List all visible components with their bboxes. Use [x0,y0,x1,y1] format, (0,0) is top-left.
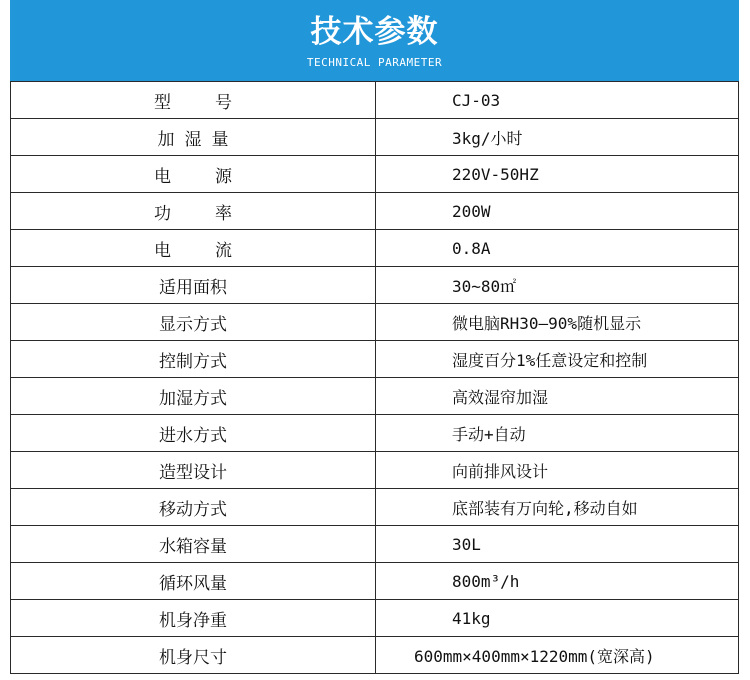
row-label: 移动方式 [11,489,376,526]
row-label: 循环风量 [11,563,376,600]
table-row [11,267,739,304]
page-title: 技术参数 [310,14,439,50]
row-label: 造型设计 [11,452,376,489]
table-row [11,378,739,415]
table-row [11,341,739,378]
row-value: 3kg/小时 [376,119,739,156]
row-value: 底部装有万向轮,移动自如 [376,489,739,526]
row-label: 电流 [11,230,376,267]
row-value: 800m³/h [376,563,739,600]
table-row [11,156,739,193]
row-label: 机身尺寸 [11,637,376,674]
table-row [11,563,739,600]
row-value: 0.8A [376,230,739,267]
row-label: 适用面积 [11,267,376,304]
row-value: 30~80㎡ [376,267,739,304]
table-row [11,637,739,674]
parameter-table [10,81,739,674]
table-row [11,230,739,267]
table-row [11,119,739,156]
table-row [11,600,739,637]
table-row [11,452,739,489]
row-label: 机身净重 [11,600,376,637]
row-label: 水箱容量 [11,526,376,563]
row-value: 湿度百分1%任意设定和控制 [376,341,739,378]
row-value: 200W [376,193,739,230]
table-row [11,193,739,230]
row-label: 加湿方式 [11,378,376,415]
row-value: 手动+自动 [376,415,739,452]
row-value: 向前排风设计 [376,452,739,489]
row-value: 600mm×400mm×1220mm(宽深高) [376,637,739,674]
table-row [11,304,739,341]
row-value: 41kg [376,600,739,637]
row-label: 进水方式 [11,415,376,452]
row-label: 型号 [11,82,376,119]
row-value: 220V-50HZ [376,156,739,193]
row-value: 微电脑RH30—90%随机显示 [376,304,739,341]
row-label: 显示方式 [11,304,376,341]
table-row [11,415,739,452]
row-value: 30L [376,526,739,563]
row-label: 控制方式 [11,341,376,378]
row-value: 高效湿帘加湿 [376,378,739,415]
row-label: 加湿量 [11,119,376,156]
technical-parameter-sheet [10,0,739,674]
table-row [11,489,739,526]
page-subtitle: TECHNICAL PARAMETER [306,56,443,69]
table-row [11,526,739,563]
row-value: CJ-03 [376,82,739,119]
table-row [11,82,739,119]
row-label: 电源 [11,156,376,193]
title-banner [10,0,739,81]
row-label: 功率 [11,193,376,230]
